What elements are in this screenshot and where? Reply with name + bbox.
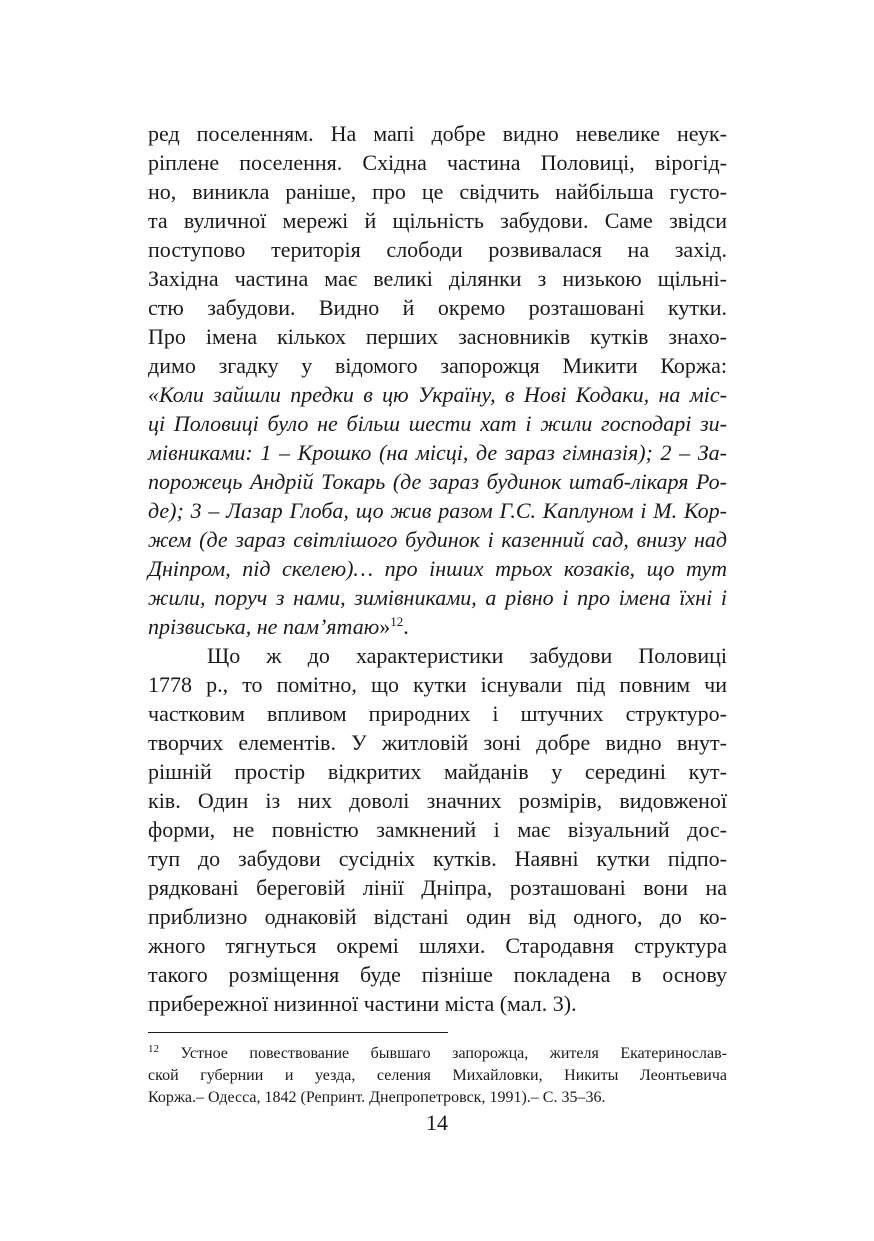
- text-line: ріплене поселення. Східна частина Половиці, вірогід-: [148, 150, 727, 175]
- text-line: Західна частина має великі ділянки з низькою щільні-: [148, 266, 727, 291]
- text-line: ред поселенням. На мапі добре видно невелике неук-: [148, 121, 727, 146]
- text-line: форми, не повністю замкнений і має візуальний дос-: [148, 817, 727, 842]
- quote-line: мівниками: 1 – Крошко (на місці, де зараз гімназія); 2 – За-: [148, 440, 727, 465]
- text-line: ків. Один із них доволі значних розмірів, видовженої: [148, 788, 727, 813]
- quote-line: порожець Андрій Токарь (де зараз будинок штаб-лікаря Ро-: [148, 469, 727, 494]
- text-line: жного тягнуться окремі шляхи. Стародавня структура: [148, 933, 727, 958]
- quote-text: прізвиська, не пам’ятаю: [148, 614, 380, 639]
- footnote-line: [148, 1065, 727, 1087]
- text-line: димо згадку у відомого запорожця Микити Коржа:: [148, 353, 727, 378]
- text-line: рядковані береговій лінії Дніпра, розташовані вони на: [148, 875, 727, 900]
- text-line: туп до забудови сусідніх кутків. Наявні кутки підпо-: [148, 846, 727, 871]
- quote-line: Дніпром, під скелею)… про інших трьох козаків, що тут: [148, 556, 727, 581]
- text-line: Що ж до характеристики забудови Половиці: [207, 643, 727, 668]
- footnote-line: [148, 1087, 727, 1109]
- footnote-line: [148, 1043, 727, 1065]
- text-line: такого розміщення буде пізніше покладена в основу: [148, 962, 727, 987]
- quote-close: »: [379, 614, 391, 639]
- footnote-number: 12: [148, 1043, 159, 1055]
- text-line: прибережної низинної частини міста (мал. 3).: [148, 991, 577, 1016]
- footnote-separator: [148, 1032, 448, 1033]
- text-line: та вуличної мережі й щільність забудови. Саме звідси: [148, 208, 727, 233]
- quote-line: «Коли зайшли предки в цю Україну, в Нові Кодаки, на міс-: [148, 382, 727, 407]
- text-line: приблизно однаковій відстані один від одного, до ко-: [148, 904, 727, 929]
- quote-line: жем (де зараз світлішого будинок і казенний сад, внизу над: [148, 527, 727, 552]
- text-line: частковим впливом природних і штучних структуро-: [148, 701, 727, 726]
- footnote-text: ской губернии и уезда, селения Михайловки, Никиты Леонтьевича: [148, 1067, 727, 1084]
- text-line: 1778 р., то помітно, що кутки існували під повним чи: [148, 672, 727, 697]
- quote-period: .: [403, 614, 409, 639]
- text-line: Про імена кількох перших засновників кутків знахо-: [148, 324, 727, 349]
- footnote-text: Коржа.– Одесса, 1842 (Репринт. Днепропетровск, 1991).– С. 35–36.: [148, 1089, 606, 1106]
- text-line: но, виникла раніше, про це свідчить найбільша густо-: [148, 179, 727, 204]
- quote-line: жили, поруч з нами, зимівниками, а рівно і про імена їхні і: [148, 585, 727, 610]
- text-line: стю забудови. Видно й окремо розташовані кутки.: [148, 295, 727, 320]
- text-line: творчих елементів. У житловій зоні добре видно внут-: [148, 730, 727, 755]
- footnote-text: Устное повествование бывшаго запорожца, жителя Екатеринослав-: [159, 1045, 727, 1062]
- text-line: поступово територія слободи розвивалася на захід.: [148, 237, 727, 262]
- quote-line-last: [148, 612, 727, 641]
- text-line: рішній простір відкритих майданів у середині кут-: [148, 759, 727, 784]
- footnote-ref: 12: [390, 614, 404, 629]
- quote-line: ці Половиці було не більш шести хат і жили господарі зи-: [148, 411, 727, 436]
- quote-line: де); 3 – Лазар Глоба, що жив разом Г.С. Каплуном і М. Кор-: [148, 498, 727, 523]
- page-number: 14: [426, 1110, 448, 1135]
